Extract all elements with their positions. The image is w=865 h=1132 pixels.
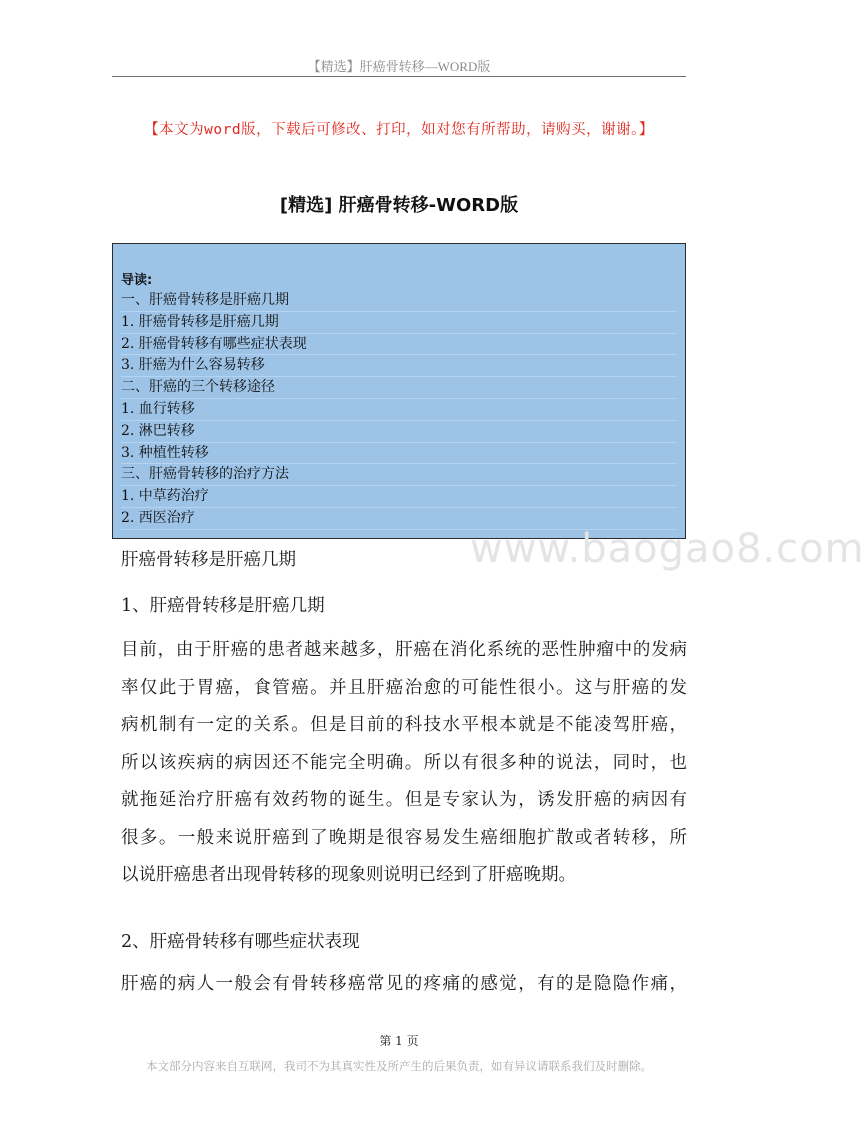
toc-item: 2. 淋巴转移 bbox=[121, 421, 677, 443]
toc-item: 2. 肝癌骨转移有哪些症状表现 bbox=[121, 334, 677, 356]
paragraph-line: 病机制有一定的关系。但是目前的科技水平根本就是不能凌驾肝癌， bbox=[121, 715, 687, 735]
page-number: 第 1 页 bbox=[379, 1034, 419, 1048]
body-paragraph bbox=[121, 632, 687, 895]
toc-item: 1. 中草药治疗 bbox=[121, 486, 677, 508]
toc-item: 二、肝癌的三个转移途径 bbox=[121, 377, 677, 399]
document-title: [精选] 肝癌骨转移-WORD版 bbox=[279, 195, 519, 216]
paragraph-line: 以说肝癌患者出现骨转移的现象则说明已经到了肝癌晚期。 bbox=[121, 865, 576, 885]
toc-item: 3. 肝癌为什么容易转移 bbox=[121, 355, 677, 377]
toc-item: 1. 血行转移 bbox=[121, 399, 677, 421]
table-of-contents bbox=[112, 243, 686, 539]
section-heading: 2、肝癌骨转移有哪些症状表现 bbox=[121, 932, 360, 952]
header-divider bbox=[112, 76, 686, 77]
toc-item: 一、肝癌骨转移是肝癌几期 bbox=[121, 290, 677, 312]
section-heading: 肝癌骨转移是肝癌几期 bbox=[121, 550, 296, 570]
paragraph-line: 很多。一般来说肝癌到了晚期是很容易发生癌细胞扩散或者转移，所 bbox=[121, 827, 687, 848]
toc-item: 三、肝癌骨转移的治疗方法 bbox=[121, 464, 677, 486]
paragraph-line: 所以该疾病的病因还不能完全明确。所以有很多种的说法，同时，也 bbox=[121, 752, 687, 773]
toc-item: 1. 肝癌骨转移是肝癌几期 bbox=[121, 312, 677, 334]
paragraph-line: 目前，由于肝癌的患者越来越多，肝癌在消化系统的恶性肿瘤中的发病 bbox=[121, 640, 687, 660]
site-watermark: www.baogao8.com bbox=[470, 526, 865, 572]
paragraph-line: 率仅此于胃癌，食管癌。并且肝癌治愈的可能性很小。这与肝癌的发 bbox=[121, 677, 687, 698]
download-notice: 【本文为word版，下载后可修改、打印，如对您有所帮助，请购买，谢谢。】 bbox=[144, 122, 654, 138]
toc-list bbox=[121, 271, 677, 530]
section-heading: 1、肝癌骨转移是肝癌几期 bbox=[121, 596, 325, 616]
page-header: 【精选】肝癌骨转移—WORD版 bbox=[307, 59, 491, 74]
paragraph-line: 就拖延治疗肝癌有效药物的诞生。但是专家认为，诱发肝癌的病因有 bbox=[121, 790, 687, 810]
footer-disclaimer: 本文部分内容来自互联网，我司不为其真实性及所产生的后果负责，如有异议请联系我们及时删除。 bbox=[146, 1059, 652, 1073]
toc-item: 3. 种植性转移 bbox=[121, 443, 677, 465]
paragraph-line: 肝癌的病人一般会有骨转移癌常见的疼痛的感觉，有的是隐隐作痛， bbox=[121, 974, 687, 994]
toc-heading: 导读: bbox=[121, 273, 153, 288]
toc-item: 2. 西医治疗 bbox=[121, 508, 677, 530]
body-paragraph bbox=[121, 966, 687, 1004]
